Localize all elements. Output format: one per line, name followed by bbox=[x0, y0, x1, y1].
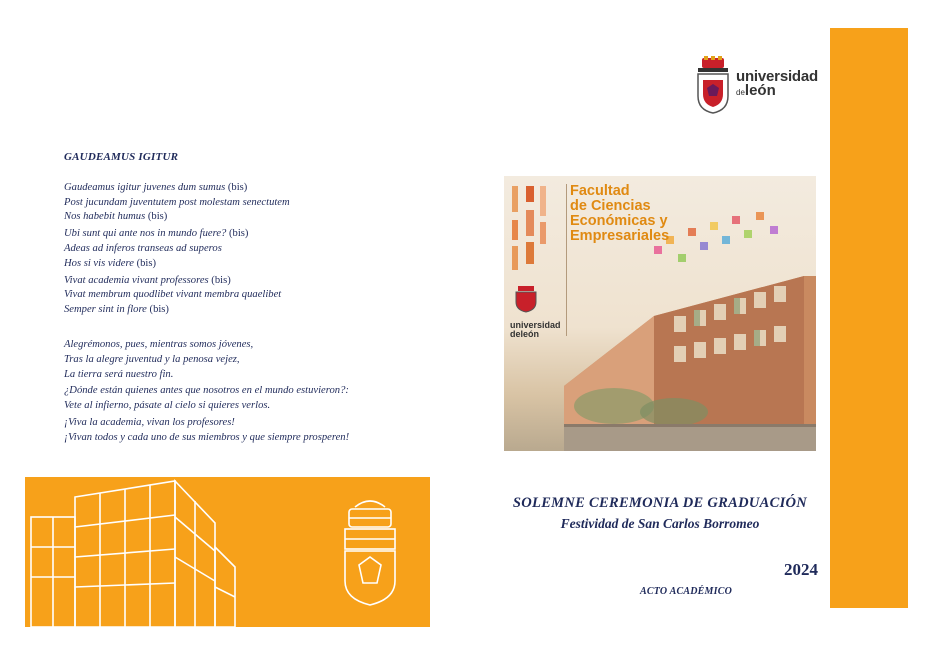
coat-of-arms-icon bbox=[694, 56, 732, 114]
building-line-art-banner bbox=[25, 477, 430, 627]
cover-logo-text: universidad deleón bbox=[510, 320, 561, 339]
spanish-verse-line: Alegrémonos, pues, mientras somos jóvenes, bbox=[64, 338, 254, 350]
logo-text: universidad deleón bbox=[736, 68, 818, 99]
latin-verse-line: Hos si vis videre (bis) bbox=[64, 257, 157, 269]
latin-verse-line: Vivat academia vivant professores (bis) bbox=[64, 274, 231, 286]
poem-title: GAUDEAMUS IGITUR bbox=[64, 151, 179, 163]
spanish-verse-line: ¡Vivan todos y cada uno de sus miembros y que siempre prosperen! bbox=[64, 431, 350, 443]
spanish-verses bbox=[64, 338, 394, 446]
latin-verse-line: Gaudeamus igitur juvenes dum sumus (bis) bbox=[64, 181, 248, 193]
spanish-verse-line: Vete al infierno, pásate al cielo si quieres verlos. bbox=[64, 400, 271, 412]
latin-verse-line: Vivat membrum quodlibet vivant membra quaelibet bbox=[64, 289, 282, 301]
acto-academico-label: ACTO ACADÉMICO bbox=[640, 586, 732, 597]
spanish-verse-line: La tierra será nuestro fin. bbox=[64, 368, 174, 380]
year-label: 2024 bbox=[784, 560, 818, 579]
ceremony-title-block bbox=[470, 495, 850, 532]
spanish-verse-line: ¡Viva la academia, vivan los profesores! bbox=[64, 416, 235, 428]
gaudeamus-poem bbox=[64, 150, 394, 446]
ceremony-title: SOLEMNE CEREMONIA DE GRADUACIÓN bbox=[512, 495, 808, 511]
latin-verses bbox=[64, 181, 394, 318]
latin-verse-line: Ubi sunt qui ante nos in mundo fuere? (bis) bbox=[64, 228, 249, 240]
faculty-cover-image bbox=[504, 176, 816, 451]
latin-verse-line: Adeas ad inferos transeas ad superos bbox=[64, 242, 222, 254]
latin-verse-line: Post jucundam juventutem post molestam senectutem bbox=[64, 196, 290, 208]
spanish-verse-line: Tras la alegre juventud y la penosa vejez, bbox=[64, 353, 240, 365]
university-logo bbox=[694, 56, 824, 114]
latin-verse-line: Semper sint in flore (bis) bbox=[64, 304, 169, 316]
building-outline-illustration bbox=[25, 477, 430, 627]
spanish-verse-line: ¿Dónde están quienes antes que nosotros en el mundo estuvieron?: bbox=[64, 385, 349, 397]
ceremony-subtitle: Festividad de San Carlos Borromeo bbox=[560, 516, 760, 531]
latin-verse-line: Nos habebit humus (bis) bbox=[64, 211, 168, 223]
cover-faculty-title: Facultad de Ciencias Económicas y Empresariales bbox=[570, 183, 670, 244]
